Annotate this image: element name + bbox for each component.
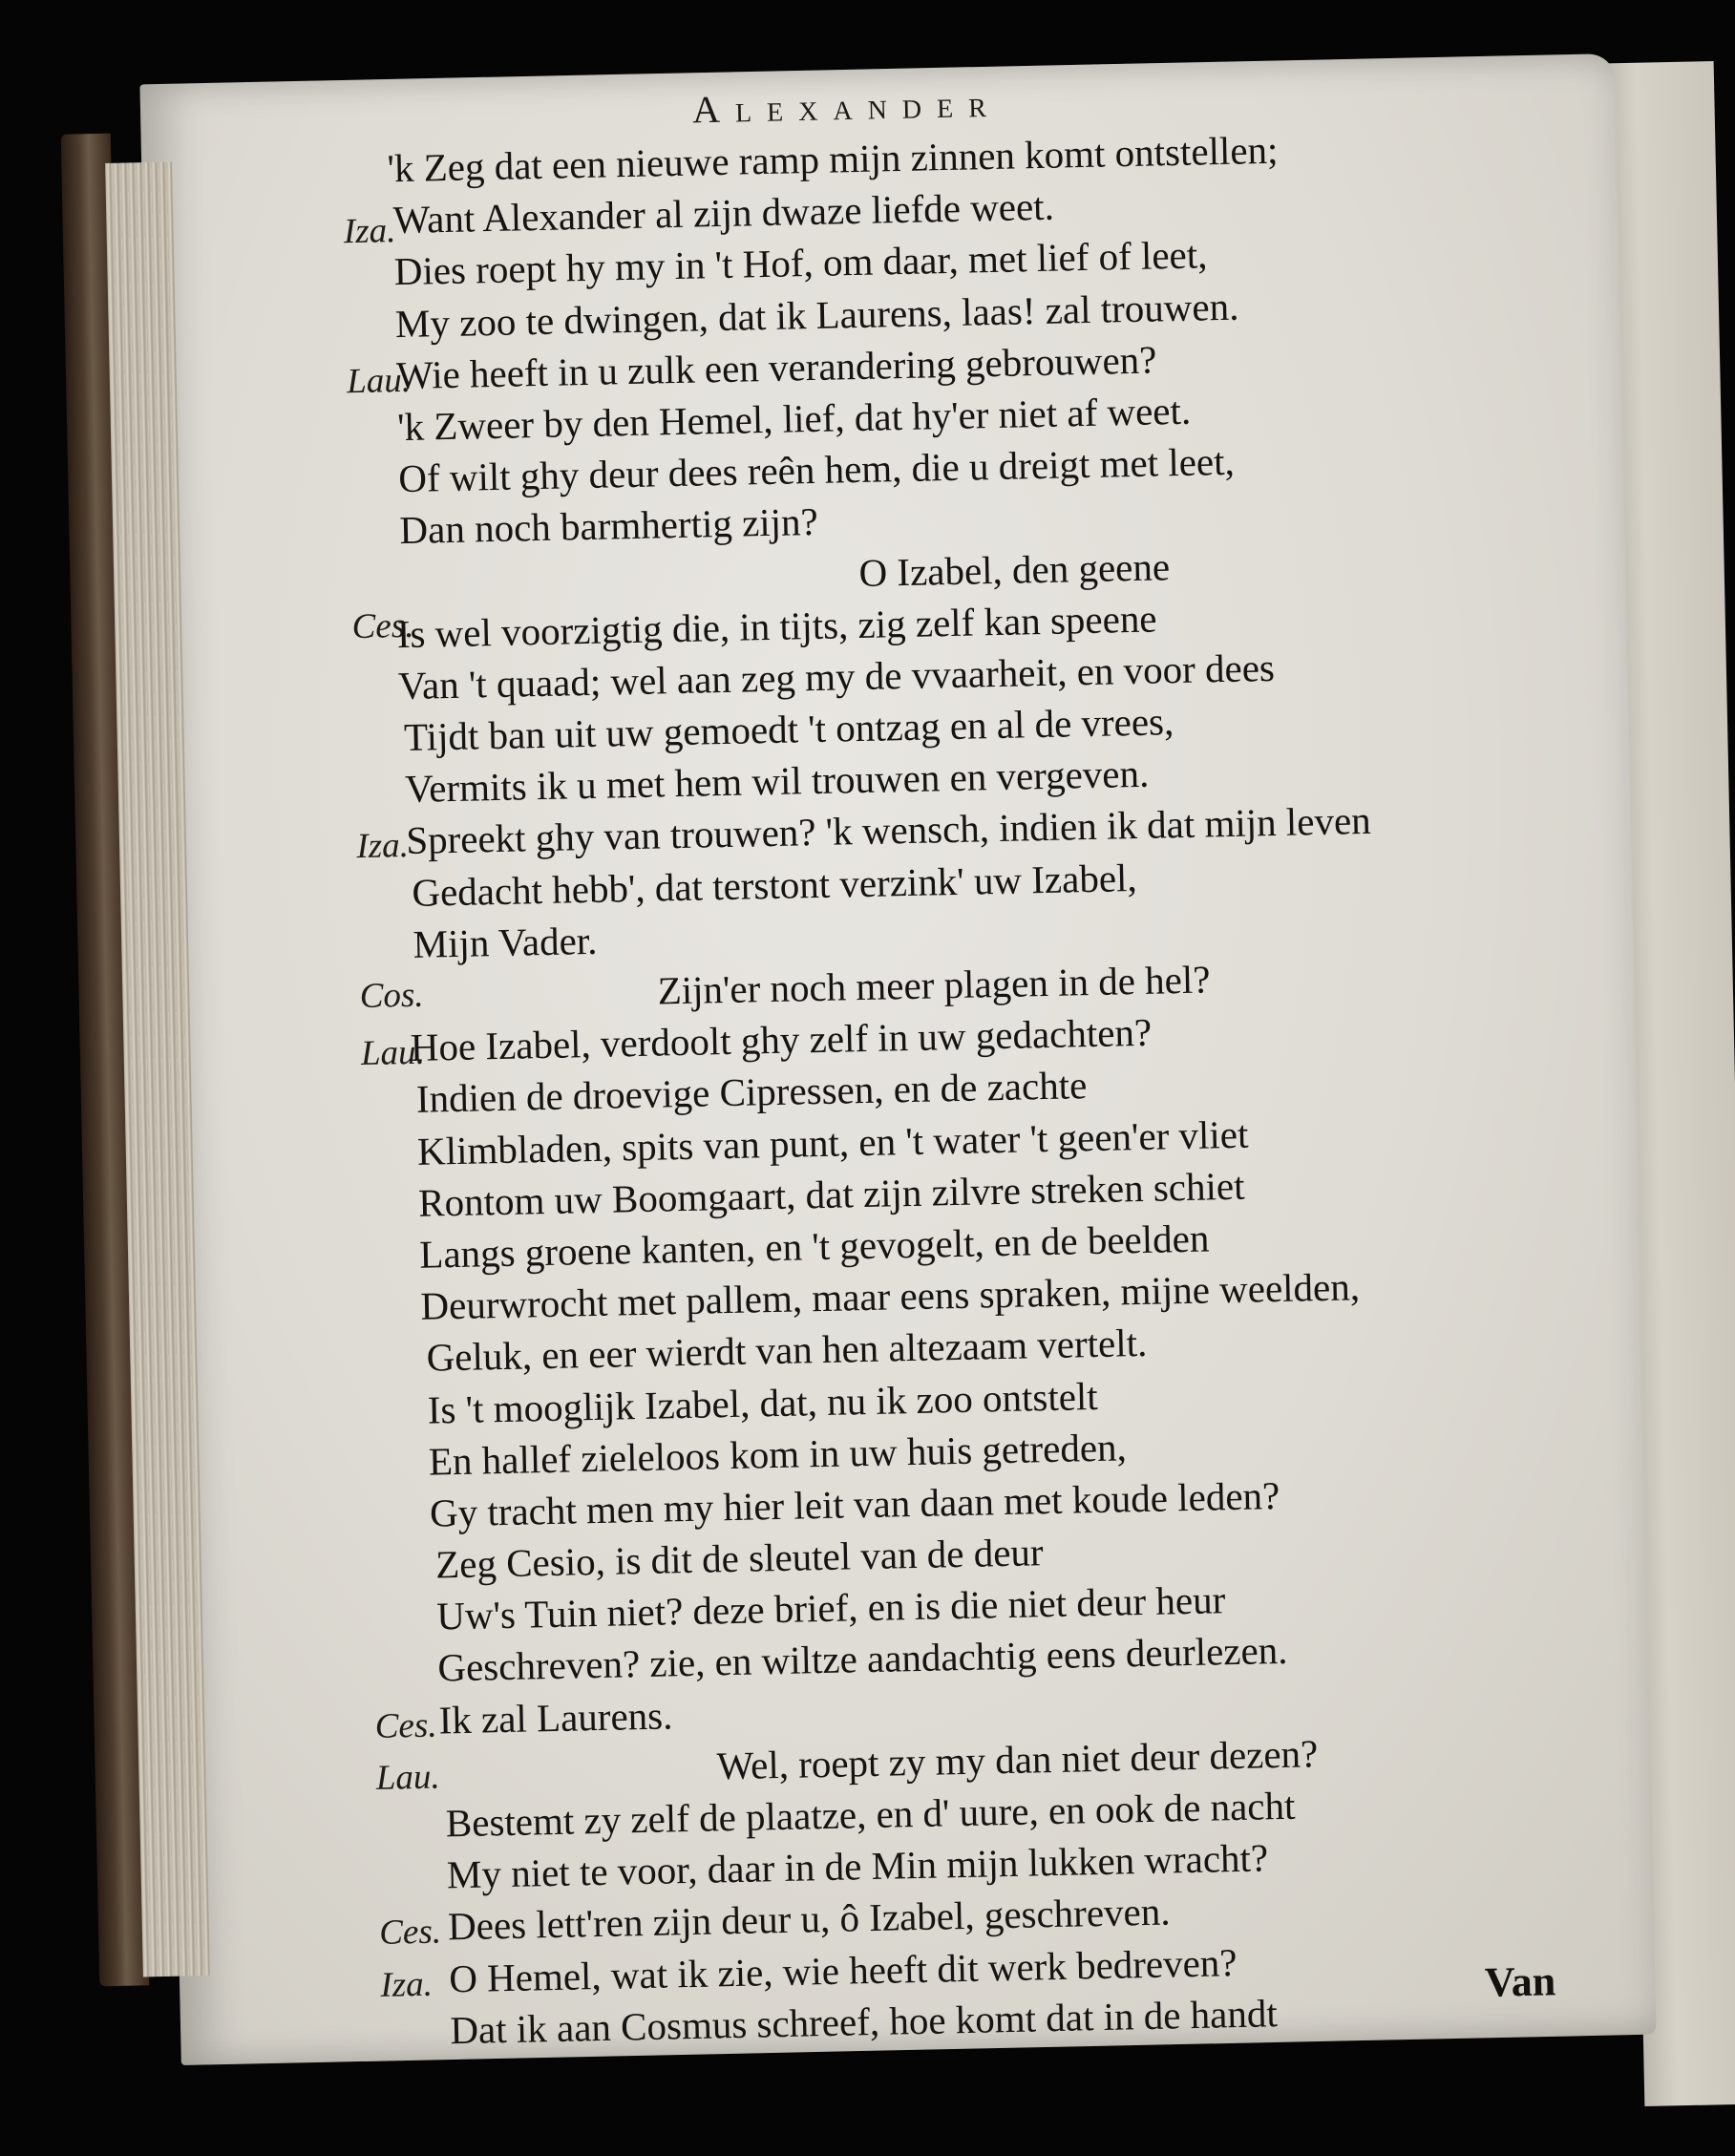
verse-text: Gedacht hebb', dat terstont verzink' uw Izabel,: [411, 855, 1138, 915]
speaker-label: Ces.: [374, 1705, 437, 1746]
verse-text: Want Alexander al zijn dwaze liefde weet.: [392, 183, 1055, 243]
verse-text: Is 't mooglijk Izabel, dat, nu ik zoo ontstelt: [427, 1373, 1099, 1432]
verse-text: Dat ik aan Cosmus schreef, hoe komt dat in de handt: [449, 1990, 1279, 2053]
speaker-label: Ces.: [378, 1912, 442, 1954]
verse-text: 'k Zweer by den Hemel, lief, dat hy'er niet af weet.: [396, 388, 1192, 450]
verse-text: Tijdt ban uit uw gemoedt 't ontzag en al de vrees,: [403, 699, 1174, 760]
verse-text: En hallef zieleloos kom in uw huis getreden,: [428, 1425, 1128, 1484]
play-text: [343, 117, 1606, 2057]
verse-text: Vermits ik u met hem wil trouwen en vergeven.: [404, 750, 1150, 812]
verse-text: 'k Zeg dat een nieuwe ramp mijn zinnen komt ontstellen;: [387, 127, 1279, 191]
catchword: Van: [1484, 1957, 1556, 2006]
running-head: Alexander: [691, 81, 1003, 132]
speaker-label: Lau.: [360, 1032, 426, 1074]
verse-text: Deurwrocht met pallem, maar eens spraken, mijne weelden,: [420, 1264, 1361, 1328]
verse-text: Wie heeft in u zulk een verandering gebrouwen?: [395, 337, 1157, 397]
verse-text: Geschreven? zie, en wiltze aandachtig eens deurlezen.: [436, 1628, 1288, 1690]
speaker-label: Iza.: [343, 211, 396, 252]
verse-text: Of wilt ghy deur dees reên hem, die u dreigt met leet,: [397, 438, 1236, 501]
verse-text: Dies roept hy my in 't Hof, om daar, met lief of leet,: [393, 232, 1208, 294]
verse-text: Ik zal Laurens.: [438, 1692, 673, 1743]
speaker-label: Iza.: [379, 1964, 434, 2005]
verse-text: Zeg Cesio, is dit de sleutel van de deur: [434, 1530, 1045, 1587]
verse-text: Langs groene kanten, en 't gevogelt, en de beelden: [418, 1215, 1210, 1277]
verse-text: Rontom uw Boomgaart, dat zijn zilvre streken schiet: [417, 1163, 1245, 1225]
verse-text: O Hemel, wat ik zie, wie heeft dit werk bedreven?: [448, 1939, 1238, 2000]
speaker-label: Ces.: [351, 605, 414, 646]
verse-text: My niet te voor, daar in de Min mijn lukken wracht?: [446, 1835, 1269, 1897]
verse-text: Dan noch barmhertig zijn?: [399, 499, 819, 553]
speaker-label: Lau.: [346, 360, 412, 401]
verse-text: My zoo te dwingen, dat ik Laurens, laas! zal trouwen.: [394, 284, 1239, 346]
verse-text: Uw's Tuin niet? deze brief, en is die niet deur heur: [435, 1577, 1226, 1638]
verse-text: Bestemt zy zelf de plaatze, en d' uure, en ook de nacht: [445, 1783, 1296, 1846]
speaker-label: Iza.: [356, 826, 410, 867]
verse-text: Is wel voorzigtig die, in tijts, zig zelf kan speene: [396, 596, 1157, 656]
verse-text: Spreekt ghy van trouwen? 'k wensch, indien ik dat mijn leven: [405, 798, 1372, 863]
verse-text: Geluk, en eer wierdt van hen altezaam vertelt.: [426, 1321, 1148, 1380]
verse-text: Klimbladen, spits van punt, en 't water 't geen'er vliet: [416, 1111, 1249, 1173]
speaker-label: Cos.: [359, 975, 424, 1017]
verse-text: Wel, roept zy my dan niet deur dezen?: [716, 1731, 1319, 1788]
speaker-label: Lau.: [375, 1757, 441, 1798]
verse-text: Zijn'er noch meer plagen in de hel?: [657, 957, 1211, 1013]
verse-text: Van 't quaad; wel aan zeg my de vvaarheit, en voor dees: [397, 645, 1276, 708]
verse-text: Mijn Vader.: [413, 918, 598, 966]
verse-text: O Izabel, den geene: [858, 543, 1171, 595]
verse-text: Dees lett'ren zijn deur u, ô Izabel, geschreven.: [447, 1889, 1171, 1949]
verse-text: Gy tracht men my hier leit van daan met koude leden?: [429, 1472, 1280, 1535]
verse-text: Hoe Izabel, verdoolt ghy zelf in uw gedachten?: [410, 1009, 1153, 1070]
verse-text: Indien de droevige Cipressen, en de zachte: [415, 1063, 1088, 1122]
